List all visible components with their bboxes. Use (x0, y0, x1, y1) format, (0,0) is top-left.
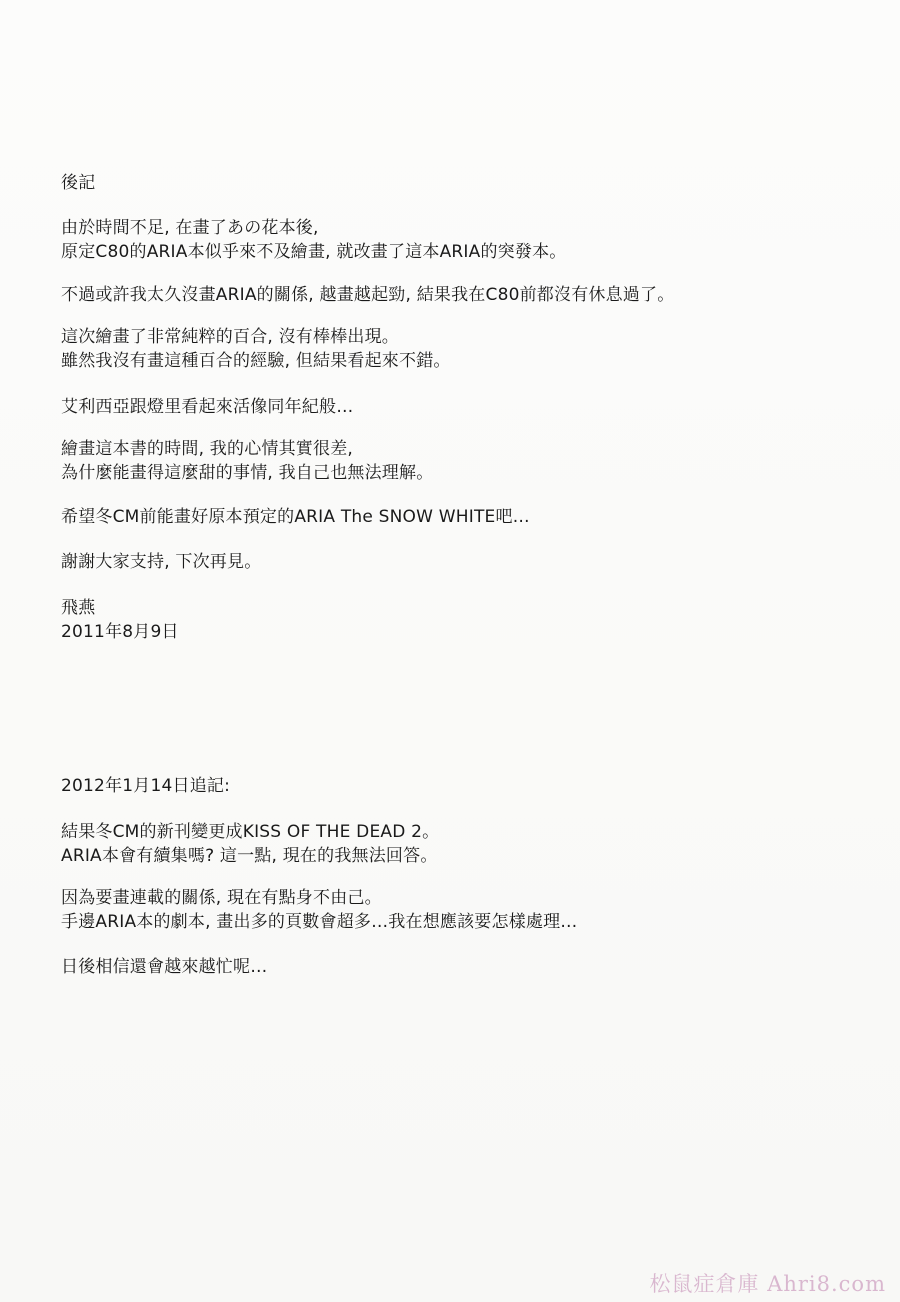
afterword-text-line: 為什麼能畫得這麼甜的事情, 我自己也無法理解。 (61, 463, 434, 483)
author-signature: 飛燕 (61, 598, 96, 618)
afterword-text-line: 原定C80的ARIA本似乎來不及繪畫, 就改畫了這本ARIA的突發本。 (61, 242, 567, 262)
postscript-heading: 2012年1月14日追記: (61, 776, 231, 796)
postscript-text-line: ARIA本會有續集嗎? 這一點, 現在的我無法回答。 (61, 846, 438, 866)
afterword-text-line: 這次繪畫了非常純粹的百合, 沒有棒棒出現。 (61, 327, 400, 347)
postscript-text-line: 日後相信還會越來越忙呢… (61, 957, 268, 977)
afterword-date: 2011年8月9日 (61, 622, 179, 642)
afterword-text-line: 不過或許我太久沒畫ARIA的關係, 越畫越起勁, 結果我在C80前都沒有休息過了。 (61, 285, 675, 305)
afterword-text-line: 雖然我沒有畫這種百合的經驗, 但結果看起來不錯。 (61, 351, 451, 371)
postscript-text-line: 因為要畫連載的關係, 現在有點身不由己。 (61, 888, 382, 908)
afterword-text-line: 繪畫這本書的時間, 我的心情其實很差, (61, 439, 354, 459)
afterword-title: 後記 (61, 173, 96, 193)
afterword-text-line: 謝謝大家支持, 下次再見。 (61, 552, 262, 572)
afterword-text-line: 艾利西亞跟燈里看起來活像同年紀般… (61, 397, 354, 417)
site-watermark: 松鼠症倉庫 Ahri8.com (649, 1272, 886, 1296)
postscript-text-line: 手邊ARIA本的劇本, 畫出多的頁數會超多…我在想應該要怎樣處理… (61, 912, 578, 932)
postscript-text-line: 結果冬CM的新刊變更成KISS OF THE DEAD 2。 (61, 822, 440, 842)
afterword-text-line: 希望冬CM前能畫好原本預定的ARIA The SNOW WHITE吧… (61, 507, 530, 527)
afterword-text-line: 由於時間不足, 在畫了あの花本後, (61, 218, 319, 238)
